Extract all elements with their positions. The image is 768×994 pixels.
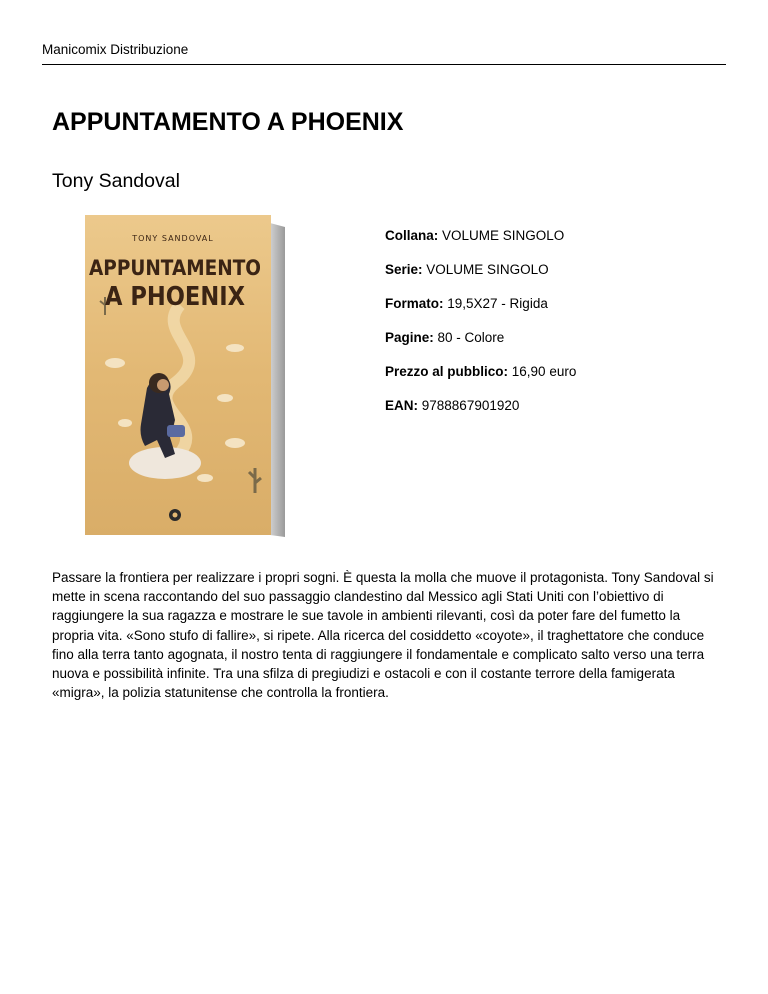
spec-formato — [385, 296, 725, 312]
book-spine — [270, 223, 285, 537]
book-title: APPUNTAMENTO A PHOENIX — [52, 108, 404, 136]
page-header — [42, 42, 726, 65]
spec-label: Serie: — [385, 262, 423, 277]
cover-title-line2: A PHOENIX — [105, 282, 245, 312]
spec-value: 80 - Colore — [437, 330, 505, 345]
spec-value: 19,5X27 - Rigida — [447, 296, 548, 311]
spec-label: Collana: — [385, 228, 439, 243]
spec-ean — [385, 398, 725, 414]
spec-prezzo — [385, 364, 725, 380]
spec-value: VOLUME SINGOLO — [442, 228, 565, 243]
spec-label: Pagine: — [385, 330, 434, 345]
book-description: Passare la frontiera per realizzare i propri sogni. È questa la molla che muove il protagonista. Tony Sandoval si mette in scena raccontando del suo passaggio clandestino dal Messico agli Stati Uniti con l’obiettivo di raggiungere la sua ragazza e mostrare le sue tavole in ambienti rilevanti, così da poter fare del fumetto la propria vita. «Sono stufo di fallire», si ripete. Alla ricerca del cosiddetto «coyote», il traghettatore che conduce fino alla terra tanto agognata, il nostro tenta di raggiungere il fondamentale e complicato salto verso una terra nuova e possibilità infinite. Tra una sfilza di pregiudizi e ostacoli e con il costante terrore della famigerata «migra», la polizia statunitense che controlla la frontiera. — [52, 570, 714, 701]
spec-value: 9788867901920 — [421, 398, 520, 413]
spec-value: VOLUME SINGOLO — [426, 262, 549, 277]
book-cover-image — [85, 213, 300, 539]
book-specs — [385, 228, 725, 432]
spec-serie — [385, 262, 725, 278]
cover-author-text: TONY SANDOVAL — [132, 234, 214, 243]
book-author: Tony Sandoval — [52, 170, 180, 192]
spec-value: 16,90 euro — [511, 364, 577, 379]
spec-label: Prezzo al pubblico: — [385, 364, 509, 379]
publisher-name: Manicomix Distribuzione — [42, 42, 189, 57]
spec-collana — [385, 228, 725, 244]
spec-label: EAN: — [385, 398, 418, 413]
cover-title-line1: APPUNTAMENTO — [89, 256, 261, 280]
spec-label: Formato: — [385, 296, 444, 311]
spec-pagine — [385, 330, 725, 346]
